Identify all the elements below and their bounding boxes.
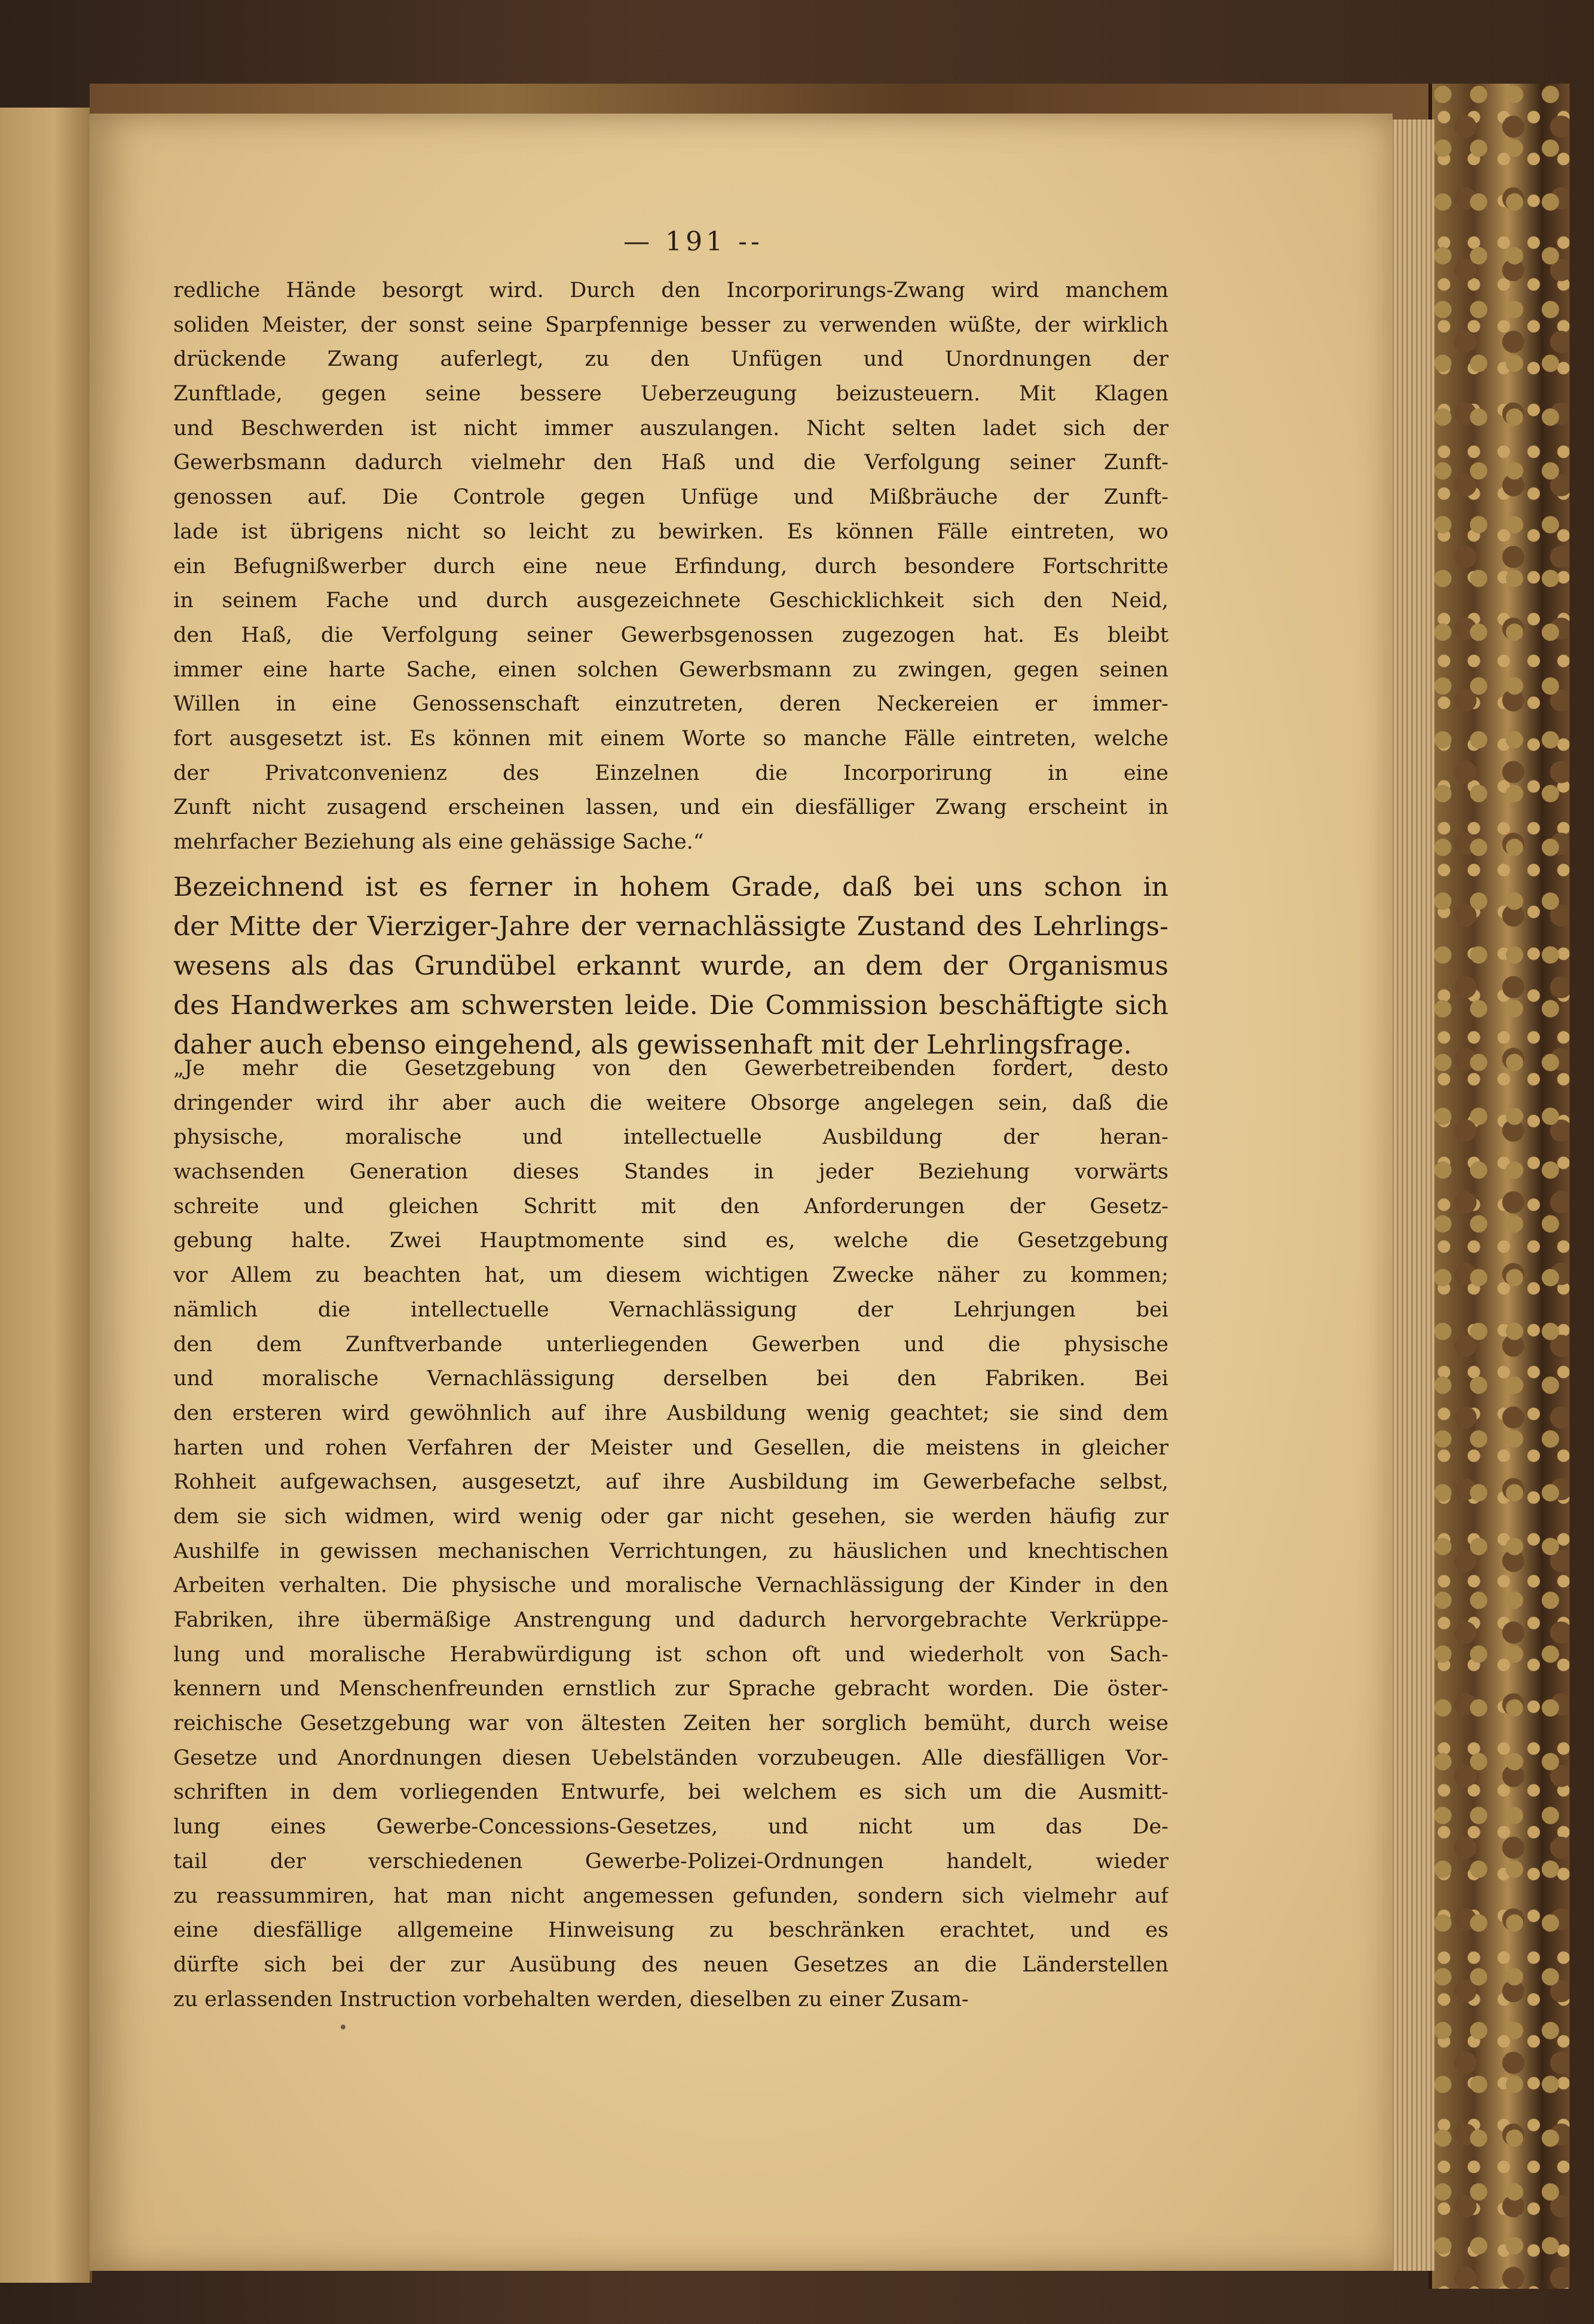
text-line: lung und moralische Herabwürdigung ist schon oft und wiederholt von Sach- (173, 1642, 1168, 1667)
text-line: eine diesfällige allgemeine Hinweisung zu beschränken erachtet, und es (173, 1918, 1168, 1943)
text-line: Rohheit aufgewachsen, ausgesetzt, auf ihre Ausbildung im Gewerbefache selbst, (173, 1470, 1168, 1495)
text-line: wesens als das Grundübel erkannt wurde, an dem der Organismus (173, 951, 1168, 981)
text-line: immer eine harte Sache, einen solchen Gewerbsmann zu zwingen, gegen seinen (173, 657, 1168, 682)
text-line: dürfte sich bei der zur Ausübung des neuen Gesetzes an die Länderstellen (173, 1952, 1168, 1977)
text-line: kennern und Menschenfreunden ernstlich zur Sprache gebracht worden. Die öster- (173, 1677, 1168, 1701)
text-line: fort ausgesetzt ist. Es können mit einem Worte so manche Fälle eintreten, welche (173, 726, 1168, 751)
text-line: lung eines Gewerbe-Concessions-Gesetzes, und nicht um das De- (173, 1815, 1168, 1839)
paragraph-quote-end (173, 274, 1168, 860)
text-line: tail der verschiedenen Gewerbe-Polizei-Ordnungen handelt, wieder (173, 1849, 1168, 1873)
text-line: zu reassummiren, hat man nicht angemessen gefunden, sondern sich vielmehr auf (173, 1884, 1168, 1908)
ink-speck (341, 2025, 345, 2029)
text-line: genossen auf. Die Controle gegen Unfüge und Mißbräuche der Zunft- (173, 485, 1168, 510)
text-line: ein Befugnißwerber durch eine neue Erfindung, durch besondere Fortschritte (173, 554, 1168, 578)
text-line: reichische Gesetzgebung war von ältesten Zeiten her sorglich bemüht, durch weise (173, 1711, 1168, 1736)
text-line: Gewerbsmann dadurch vielmehr den Haß und die Verfolgung seiner Zunft- (173, 451, 1168, 475)
text-line: nämlich die intellectuelle Vernachlässigung der Lehrjungen bei (173, 1297, 1168, 1322)
text-line: drückende Zwang auferlegt, zu den Unfügen und Unordnungen der (173, 347, 1168, 372)
text-line: des Handwerkes am schwersten leide. Die Commission beschäftigte sich (173, 990, 1168, 1021)
text-line: und Beschwerden ist nicht immer auszulangen. Nicht selten ladet sich der (173, 416, 1168, 440)
text-line: Fabriken, ihre übermäßige Anstrengung und dadurch hervorgebrachte Verkrüppe- (173, 1608, 1168, 1632)
text-line: dem sie sich widmen, wird wenig oder gar nicht gesehen, sie werden häufig zur (173, 1504, 1168, 1529)
text-line: der Privatconvenienz des Einzelnen die Incorporirung in eine (173, 761, 1168, 785)
text-line: harten und rohen Verfahren der Meister und Gesellen, die meistens in gleicher (173, 1435, 1168, 1460)
facing-page-edge (0, 108, 92, 2283)
text-line: redliche Hände besorgt wird. Durch den Incorporirungs-Zwang wird manchem (173, 278, 1168, 302)
text-line: den ersteren wird gewöhnlich auf ihre Ausbildung wenig geachtet; sie sind dem (173, 1401, 1168, 1425)
text-line: Aushilfe in gewissen mechanischen Verrichtungen, zu häuslichen und knechtischen (173, 1539, 1168, 1563)
text-line: „Je mehr die Gesetzgebung von den Gewerbetreibenden fordert, desto (173, 1057, 1168, 1080)
text-line: Gesetze und Anordnungen diesen Uebelständen vorzubeugen. Alle diesfälligen Vor- (173, 1746, 1168, 1770)
text-line: schreite und gleichen Schritt mit den Anforderungen der Gesetz- (173, 1194, 1168, 1218)
text-line: zu erlassenden Instruction vorbehalten werden, dieselben zu einer Zusam- (173, 1987, 969, 2011)
marbled-book-binding (1428, 84, 1569, 2289)
text-line: gebung halte. Zwei Hauptmomente sind es, welche die Gesetzgebung (173, 1229, 1168, 1253)
text-line: soliden Meister, der sonst seine Sparpfennige besser zu verwenden wüßte, der wirklich (173, 313, 1168, 337)
text-line: Bezeichnend ist es ferner in hohem Grade, daß bei uns schon in (173, 872, 1168, 902)
text-line: Zunft nicht zusagend erscheinen lassen, und ein diesfälliger Zwang erscheint in (173, 795, 1168, 820)
text-line: dringender wird ihr aber auch die weitere Obsorge angelegen sein, daß die (173, 1091, 1168, 1115)
text-line: schriften in dem vorliegenden Entwurfe, bei welchem es sich um die Ausmitt- (173, 1780, 1168, 1805)
text-line: den dem Zunftverbande unterliegenden Gewerben und die physische (173, 1332, 1168, 1357)
text-line: Zunftlade, gegen seine bessere Ueberzeugung beizusteuern. Mit Klagen (173, 382, 1168, 406)
text-line: lade ist übrigens nicht so leicht zu bewirken. Es können Fälle eintreten, wo (173, 519, 1168, 544)
text-line: Arbeiten verhalten. Die physische und moralische Vernachlässigung der Kinder in den (173, 1573, 1168, 1598)
text-line: in seinem Fache und durch ausgezeichnete Geschicklichkeit sich den Neid, (173, 589, 1168, 613)
text-line: und moralische Vernachlässigung derselben bei den Fabriken. Bei (173, 1367, 1168, 1391)
text-line: physische, moralische und intellectuelle Ausbildung der heran- (173, 1125, 1168, 1150)
text-line: daher auch ebenso eingehend, als gewissenhaft mit der Lehrlingsfrage. (173, 1030, 1132, 1060)
page-number: — 191 -- (623, 226, 763, 257)
text-line: den Haß, die Verfolgung seiner Gewerbsgenossen zugezogen hat. Es bleibt (173, 623, 1168, 647)
text-line: wachsenden Generation dieses Standes in jeder Beziehung vorwärts (173, 1160, 1168, 1184)
text-line: Willen in eine Genossenschaft einzutreten, deren Neckereien er immer- (173, 692, 1168, 717)
paragraph-main (173, 868, 1168, 1065)
text-line: vor Allem zu beachten hat, um diesem wichtigen Zwecke näher zu kommen; (173, 1263, 1168, 1288)
text-line: der Mitte der Vierziger-Jahre der vernachlässigte Zustand des Lehrlings- (173, 911, 1168, 942)
text-line: mehrfacher Beziehung als eine gehässige Sache.“ (173, 830, 704, 854)
paragraph-quote-lehrlinge (173, 1052, 1168, 2017)
